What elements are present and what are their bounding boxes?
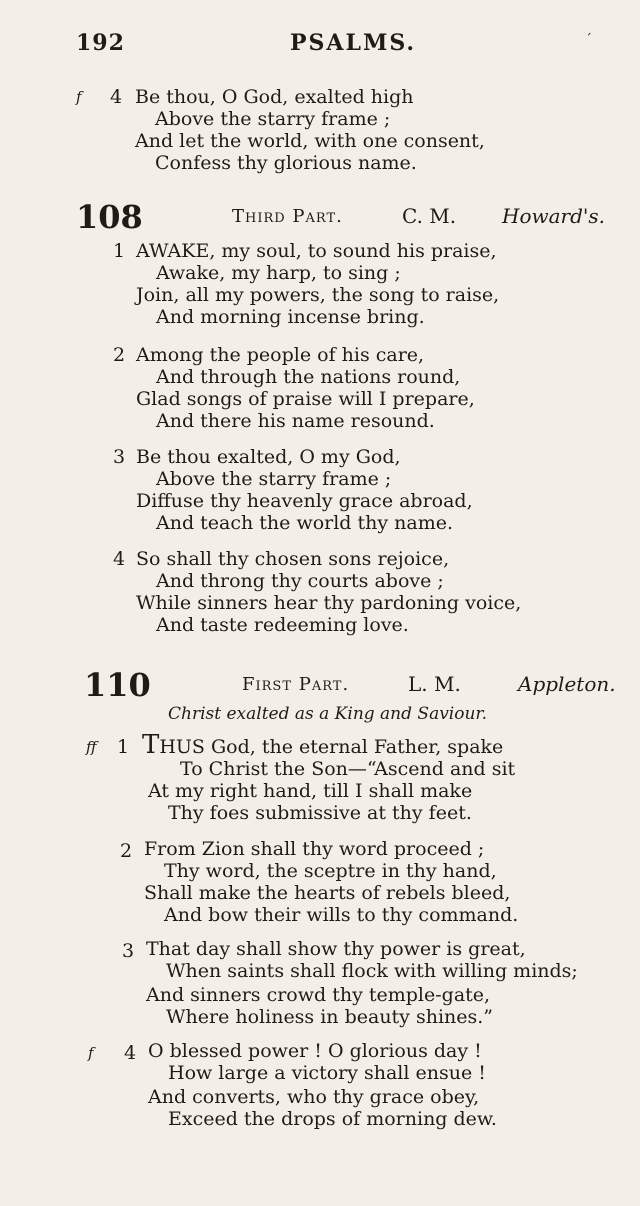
verse-line: And morning incense bring. (156, 306, 425, 328)
verse-line: Among the people of his care, (136, 344, 425, 366)
psalm-part: First Part. (242, 674, 350, 695)
psalm-meter: C. M. (402, 204, 457, 228)
drop-cap: T (142, 730, 160, 760)
verse-line: O blessed power ! O glorious day ! (148, 1040, 482, 1062)
stanza-number: 3 (113, 446, 126, 468)
psalm-part: Third Part. (232, 206, 343, 227)
page-number: 192 (76, 30, 125, 56)
verse-line: Diffuse thy heavenly grace abroad, (136, 490, 473, 512)
verse-line: And converts, who thy grace obey, (148, 1086, 480, 1108)
verse-line: How large a victory shall ensue ! (168, 1062, 486, 1084)
verse-line: Confess thy glorious name. (155, 152, 417, 174)
psalm-heading (76, 198, 616, 234)
verse-line: Glad songs of praise will I prepare, (136, 388, 475, 410)
verse-line: Thy word, the sceptre in thy hand, (164, 860, 497, 882)
psalm-meter: L. M. (408, 672, 461, 696)
verse-line: And through the nations round, (156, 366, 461, 388)
tune-name: Howard's. (502, 204, 606, 228)
verse-line: Be thou, O God, exalted high (135, 86, 414, 108)
verse-line: Exceed the drops of morning dew. (168, 1108, 497, 1130)
dynamic-mark: f (76, 88, 82, 106)
verse-line: Awake, my harp, to sing ; (156, 262, 401, 284)
verse-line: When saints shall flock with willing minds; (166, 960, 578, 982)
verse-line: Join, all my powers, the song to raise, (136, 284, 500, 306)
verse-line: While sinners hear thy pardoning voice, (136, 592, 522, 614)
psalm-subtitle: Christ exalted as a King and Saviour. (168, 704, 488, 724)
verse-line: That day shall show thy power is great, (146, 938, 526, 960)
verse-line: AWAKE, my soul, to sound his praise, (136, 240, 497, 262)
verse-line: And let the world, with one consent, (135, 130, 485, 152)
psalm-number: 110 (84, 666, 151, 704)
psalm-heading (84, 666, 624, 702)
verse-line: And there his name resound. (156, 410, 435, 432)
stanza-number: 2 (120, 840, 133, 862)
stanza-number: 3 (122, 940, 135, 962)
verse-line: Shall make the hearts of rebels bleed, (144, 882, 511, 904)
stanza-number: 4 (113, 548, 126, 570)
verse-line: And bow their wills to thy command. (164, 904, 519, 926)
tune-name: Appleton. (518, 672, 616, 696)
stanza-number: 4 (110, 86, 123, 108)
verse-line: So shall thy chosen sons rejoice, (136, 548, 450, 570)
dynamic-mark: f (88, 1044, 94, 1062)
page-header (76, 30, 600, 66)
verse-line: Above the starry frame ; (156, 468, 392, 490)
verse-line: Above the starry frame ; (155, 108, 391, 130)
verse-line: And taste redeeming love. (156, 614, 409, 636)
corner-mark: ´ (585, 32, 592, 48)
verse-line (142, 730, 504, 760)
stanza-number: 4 (124, 1042, 137, 1064)
verse-line: And teach the world thy name. (156, 512, 454, 534)
verse-line: To Christ the Son—“Ascend and sit (180, 758, 516, 780)
verse-line: And sinners crowd thy temple-gate, (146, 984, 491, 1006)
stanza-number: 1 (117, 736, 130, 758)
verse-line: Where holiness in beauty shines.” (166, 1006, 494, 1028)
verse-line: At my right hand, till I shall make (148, 780, 473, 802)
verse-line: From Zion shall thy word proceed ; (144, 838, 485, 860)
verse-line: Be thou exalted, O my God, (136, 446, 401, 468)
dynamic-mark: ff (86, 738, 97, 756)
running-title: PSALMS. (290, 30, 417, 56)
verse-line: And throng thy courts above ; (156, 570, 444, 592)
stanza-number: 2 (113, 344, 126, 366)
verse-line-rest: HUS God, the eternal Father, spake (159, 736, 504, 758)
psalm-number: 108 (76, 198, 143, 236)
stanza-number: 1 (113, 240, 126, 262)
verse-line: Thy foes submissive at thy feet. (168, 802, 472, 824)
